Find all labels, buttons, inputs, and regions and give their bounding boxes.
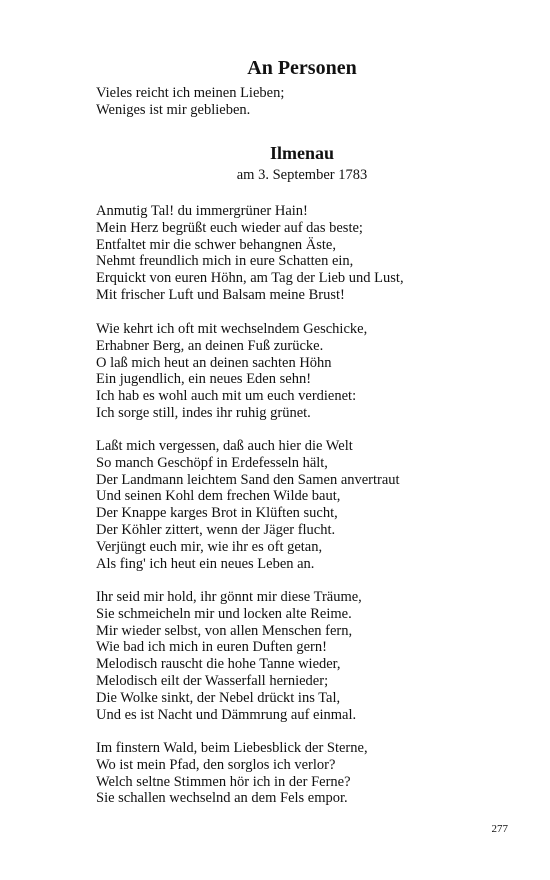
verse-line: Anmutig Tal! du immergrüner Hain! <box>96 203 308 219</box>
verse-line: Ihr seid mir hold, ihr gönnt mir diese Träume, <box>96 589 362 605</box>
verse-line: Ein jugendlich, ein neues Eden sehn! <box>96 371 312 388</box>
stanza-3 <box>96 438 400 572</box>
verse-line: O laß mich heut an deinen sachten Höhn <box>96 354 332 371</box>
verse-line: Ich hab es wohl auch mit um euch verdienet: <box>96 388 357 405</box>
poem-an-personen-lines <box>96 85 284 119</box>
verse-line: Sie schmeicheln mir und locken alte Reime. <box>96 605 352 622</box>
verse-line: Entfaltet mir die schwer behangnen Äste, <box>96 236 336 253</box>
verse-line: Und seinen Kohl dem frechen Wilde baut, <box>96 488 341 505</box>
poem-title-ilmenau: Ilmenau <box>269 143 334 163</box>
poem-date-subtitle: am 3. September 1783 <box>236 167 368 183</box>
poem-title-an-personen: An Personen <box>247 57 357 79</box>
verse-line: Und es ist Nacht und Dämmrung auf einmal. <box>96 706 357 723</box>
stanza-5 <box>96 740 368 807</box>
verse-line: Mein Herz begrüßt euch wieder auf das beste; <box>96 219 363 236</box>
verse-line: So manch Geschöpf in Erdefesseln hält, <box>96 454 328 471</box>
verse-line: Wie kehrt ich oft mit wechselndem Geschicke, <box>96 321 368 337</box>
verse-line: Laßt mich vergessen, daß auch hier die Welt <box>96 438 353 454</box>
verse-line: Melodisch eilt der Wasserfall hernieder; <box>96 672 329 689</box>
verse-line: Der Landmann leichtem Sand den Samen anvertraut <box>96 471 400 488</box>
verse-line: Sie schallen wechselnd an dem Fels empor. <box>96 790 348 807</box>
verse-line: Erhabner Berg, an deinen Fuß zurücke. <box>96 337 324 354</box>
verse-line: Weniges ist mir geblieben. <box>96 101 251 118</box>
verse-line: Im finstern Wald, beim Liebesblick der Sterne, <box>96 740 368 756</box>
verse-line: Vieles reicht ich meinen Lieben; <box>96 85 285 101</box>
verse-line: Mir wieder selbst, von allen Menschen fern, <box>96 622 353 639</box>
verse-line: Die Wolke sinkt, der Nebel drückt ins Tal, <box>96 689 341 706</box>
verse-line: Verjüngt euch mir, wie ihr es oft getan, <box>96 538 323 555</box>
verse-line: Ich sorge still, indes ihr ruhig grünet. <box>96 404 311 421</box>
stanza-2 <box>96 321 367 422</box>
verse-line: Der Köhler zittert, wenn der Jäger flucht. <box>96 521 336 538</box>
verse-line: Welch seltne Stimmen hör ich in der Ferne? <box>96 773 351 790</box>
verse-line: Nehmt freundlich mich in eure Schatten ein, <box>96 253 354 270</box>
stanza-1 <box>96 203 404 304</box>
verse-line: Der Knappe karges Brot in Klüften sucht, <box>96 505 338 522</box>
verse-line: Als fing' ich heut ein neues Leben an. <box>96 555 315 572</box>
verse-line: Wie bad ich mich in euren Duften gern! <box>96 639 327 656</box>
verse-line: Mit frischer Luft und Balsam meine Brust! <box>96 286 345 303</box>
verse-line: Melodisch rauscht die hohe Tanne wieder, <box>96 656 341 673</box>
page-number: 277 <box>491 823 508 835</box>
verse-line: Wo ist mein Pfad, den sorglos ich verlor? <box>96 756 336 773</box>
stanza-4 <box>96 589 362 723</box>
verse-line: Erquickt von euren Höhn, am Tag der Lieb und Lust, <box>96 270 404 287</box>
